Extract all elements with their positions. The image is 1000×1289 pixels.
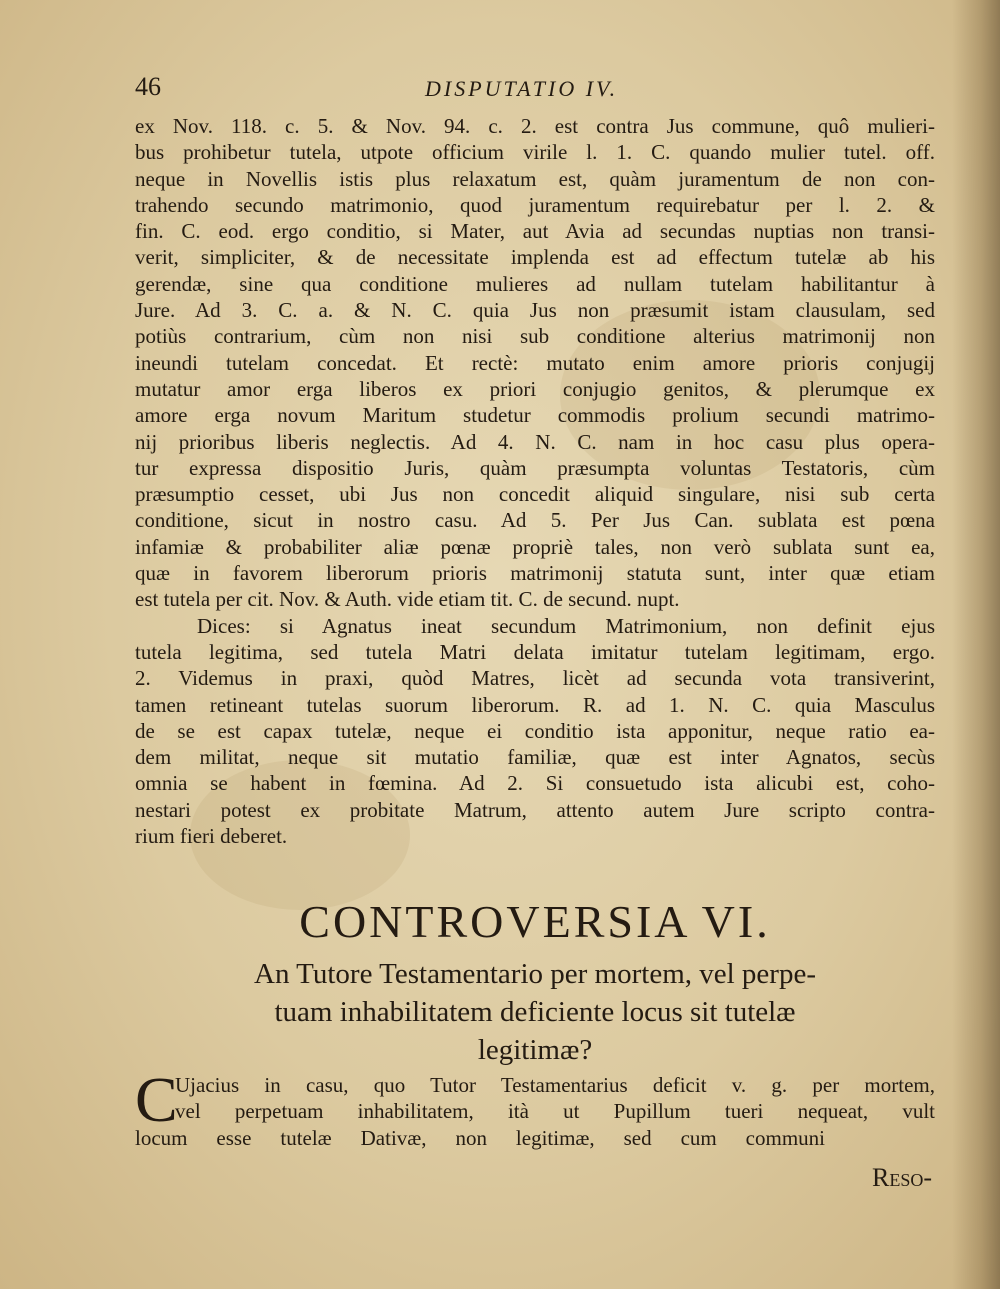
text-line: vel perpetuam inhabilitatem, ità ut Pupillum tueri nequeat, vult — [175, 1099, 935, 1124]
text-line: mutatur amor erga liberos ex priori conjugio genitos, & plerumque ex — [135, 376, 935, 401]
catchword: Reso- — [871, 1163, 932, 1192]
text-line: bus prohibetur tutela, utpote officium virile l. 1. C. quando mulier tutel. off. — [135, 140, 935, 165]
drop-cap: C — [135, 1064, 178, 1135]
text-line: quæ in favorem liberorum prioris matrimonij statuta sunt, inter quæ etiam — [135, 561, 935, 586]
text-line: est tutela per cit. Nov. & Auth. vide etiam tit. C. de secund. nupt. — [135, 587, 680, 612]
text-line: dem militat, neque sit mutatio familiæ, quæ est inter Agnatos, secùs — [135, 745, 935, 770]
text-line: rium fieri deberet. — [135, 824, 288, 849]
text-line: tutela legitima, sed tutela Matri delata imitatur tutelam legitimam, ergo. — [135, 639, 935, 664]
text-line: amore erga novum Maritum studetur commodis prolium secundi matrimo- — [135, 403, 935, 428]
question-line: tuam inhabilitatem deficiente locus sit tutelæ — [274, 996, 796, 1028]
text-line: nij prioribus liberis neglectis. Ad 4. N. C. nam in hoc casu plus opera- — [135, 429, 935, 454]
text-line: Ujacius in casu, quo Tutor Testamentarius deficit v. g. per mortem, — [175, 1073, 935, 1097]
question-line: An Tutore Testamentario per mortem, vel perpe- — [254, 958, 816, 990]
page-header — [135, 72, 935, 106]
running-head: DISPUTATIO IV. — [425, 76, 619, 101]
text-line: conditione, sicut in nostro casu. Ad 5. Per Jus Can. sublata est pœna — [135, 508, 935, 533]
text-line: 2. Videmus in praxi, quòd Matres, licèt ad secunda vota transiverint, — [135, 666, 935, 691]
section-title: CONTROVERSIA VI. — [299, 896, 771, 947]
text-line: locum esse tutelæ Dativæ, non legitimæ, sed cum communi — [135, 1125, 825, 1150]
text-line: fin. C. eod. ergo conditio, si Mater, aut Avia ad secundas nuptias non transi- — [135, 219, 935, 244]
text-line: Jure. Ad 3. C. a. & N. C. quia Jus non præsumit istam clausulam, sed — [135, 298, 935, 323]
text-line: nestari potest ex probitate Matrum, attento autem Jure scripto contra- — [135, 797, 935, 822]
text-line: ex Nov. 118. c. 5. & Nov. 94. c. 2. est contra Jus commune, quô mulieri- — [135, 114, 935, 138]
text-line: neque in Novellis istis plus relaxatum est, quàm juramentum de non con- — [135, 166, 935, 191]
text-line: omnia se habent in fœmina. Ad 2. Si consuetudo ista alicubi est, coho- — [135, 771, 935, 796]
body-text — [135, 113, 935, 849]
text-line: de se est capax tutelæ, neque ei conditio ista apponitur, neque ratio ea- — [135, 718, 935, 743]
text-line: tamen retineant tutelas suorum liberorum. R. ad 1. N. C. quia Masculus — [135, 692, 935, 717]
text-line: præsumptio cesset, ubi Jus non concedit aliquid singulare, nisi sub certa — [135, 482, 935, 507]
page-edge-shadow — [952, 0, 1000, 1289]
text-line: Dices: si Agnatus ineat secundum Matrimonium, non definit ejus — [197, 613, 935, 638]
question-line: legitimæ? — [477, 1034, 593, 1066]
text-line: ineundi tutelam concedat. Et rectè: mutato enim amore prioris conjugij — [135, 350, 935, 375]
text-line: infamiæ & probabiliter aliæ pœnæ propriè tales, non verò sublata sunt ea, — [135, 534, 935, 559]
intro-paragraph — [135, 1064, 935, 1151]
page-number: 46 — [135, 72, 161, 101]
text-line: tur expressa dispositio Juris, quàm præsumpta voluntas Testatoris, cùm — [135, 455, 935, 480]
text-line: potiùs contrarium, cùm non nisi sub conditione alterius matrimonij non — [135, 324, 935, 349]
text-line: trahendo secundo matrimonio, quod juramentum requirebatur per l. 2. & — [135, 192, 935, 217]
section-question — [135, 955, 935, 1069]
text-line: verit, simpliciter, & de necessitate implenda est ad effectum tutelæ ab his — [135, 245, 935, 270]
text-line: gerendæ, sine qua conditione mulieres ad nullam tutelam habilitantur à — [135, 271, 935, 296]
